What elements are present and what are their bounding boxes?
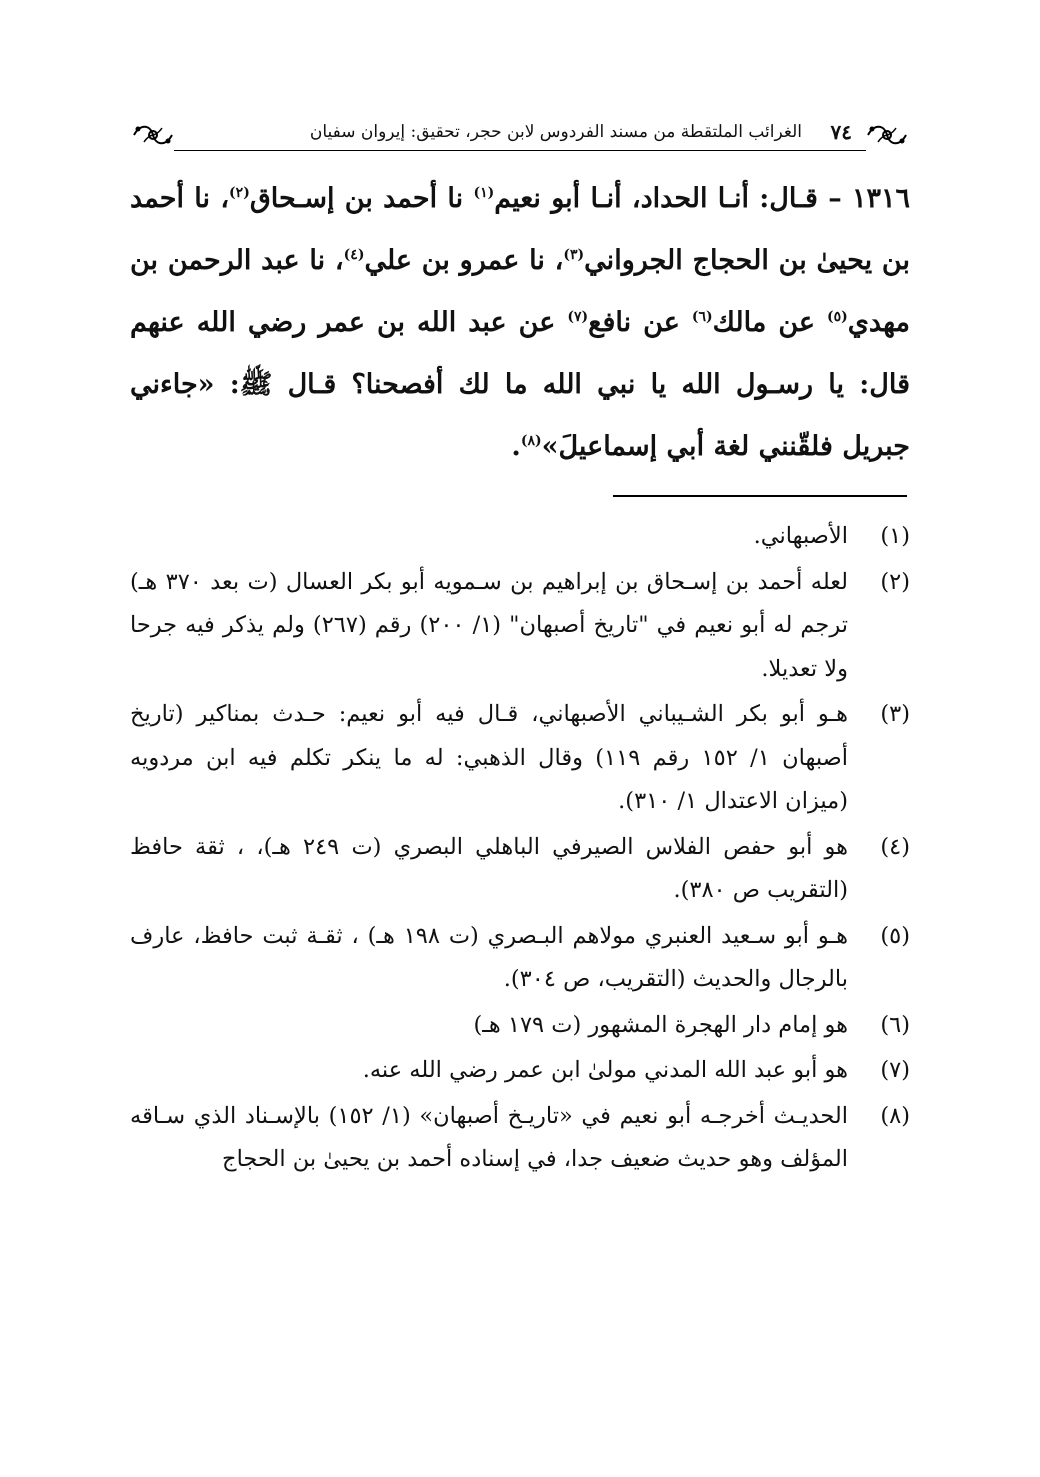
text-segment: ، نا عمرو بن علي — [364, 245, 564, 276]
text-segment: ، نا أحمد بن يحيىٰ بن الحجاج الجرواني — [130, 183, 910, 276]
footnote-text: لعله أحمد بن إسـحاق بن إبراهيم بن سـمويه أبو بكر العسال (ت بعد ٣٧٠ هـ) ترجم له أبو نعيم في "تاريخ أصبهان" (١/ ٢٠٠) رقم (٢٦٧) ولم يذكر فيه جرحا ولا تعديلا. — [130, 568, 849, 682]
footnote-ref[interactable]: (٢) — [229, 185, 250, 201]
footnote-number: (٣) — [880, 701, 910, 727]
running-title: الغرائب الملتقطة من مسند الفردوس لابن حجر، تحقيق: إيروان سفيان — [309, 122, 802, 142]
footnote-text: الحديـث أخرجـه أبو نعيم في «تاريـخ أصبهان» (١/ ١٥٢) بالإسـناد الذي سـاقه المؤلف وهو حديث ضعيف جدا، في إسناده أحمد بن يحيىٰ بن الحجاج — [130, 1102, 849, 1172]
footnote-number: (٧) — [880, 1057, 910, 1083]
footnote-ref[interactable]: (١) — [473, 185, 495, 201]
text-segment: نا أحمد بن إسـحاق — [249, 183, 474, 214]
footnote-item — [130, 693, 910, 824]
text-segment: ، نا عبد الرحمن بن مهدي — [130, 245, 910, 338]
footnote-number: (٤) — [880, 833, 910, 860]
footnote-item — [130, 826, 910, 913]
footnote-text: هـو أبو بكر الشـيباني الأصبهاني، قـال فيه أبو نعيم: حـدث بمناكير (تاريخ أصبهان ١/ ١٥٢ رقم ١١٩) وقال الذهبي: له ما ينكر تكلم فيه ابن مردويه (ميزان الاعتدال ١/ ٣١٠). — [130, 701, 848, 814]
footnote-ref[interactable]: (٦) — [691, 309, 713, 325]
footnote-ref[interactable]: (٥) — [827, 309, 848, 325]
footnote-number: (٢) — [880, 568, 910, 595]
floral-ornament-icon — [130, 120, 176, 150]
footnote-ref[interactable]: (٧) — [567, 309, 589, 325]
footnote-number: (٦) — [880, 1011, 910, 1038]
text-segment: عن مالك — [712, 307, 827, 338]
footnote-item — [130, 561, 910, 692]
hadith-paragraph — [130, 168, 910, 478]
footnote-ref[interactable]: (٤) — [343, 247, 365, 263]
footnote-text: هـو أبو سـعيد العنبري مولاهم البـصري (ت ١٩٨ هـ) ، ثقـة ثبت حافظ، عارف بالرجال والحديث (التقريب، ص ٣٠٤). — [130, 922, 848, 992]
text-segment: عن عبد الله بن عمر رضي الله عنهم قال: يا رسـول الله يا نبي الله ما لك أفصحنا؟ قـال ﷺ: — [130, 307, 910, 400]
footnote-item — [130, 1095, 910, 1182]
footnote-text: هو أبو عبد الله المدني مولىٰ ابن عمر رضي الله عنه. — [362, 1057, 848, 1083]
footnote-item — [130, 1049, 910, 1093]
text-segment: ١٣١٦ – قـال: أنـا الحداد، أنـا أبو نعيم — [494, 183, 911, 214]
footnote-number: (٨) — [880, 1102, 910, 1129]
footnote-text: الأصبهاني. — [753, 523, 848, 549]
footnote-ref[interactable]: (٣) — [563, 247, 585, 263]
footnote-text: هو إمام دار الهجرة المشهور (ت ١٧٩ هـ) — [473, 1011, 848, 1038]
footnote-number: (١) — [880, 523, 910, 549]
running-header — [130, 118, 910, 152]
footnote-text: هو أبو حفص الفلاس الصيرفي الباهلي البصري (ت ٢٤٩ هـ)، ، ثقة حافظ (التقريب ص ٣٨٠). — [130, 833, 849, 903]
footnote-separator — [613, 495, 907, 497]
hadith-text — [130, 168, 910, 478]
header-rule — [174, 150, 866, 151]
prophetic-quote: «جاءني جبريل فلقّنني لغة أبي إسماعيلَ» — [130, 369, 910, 462]
footnote-ref[interactable]: (٨) — [520, 433, 542, 449]
footnote-number: (٥) — [880, 922, 910, 949]
floral-ornament-icon — [864, 120, 910, 150]
footnote-item — [130, 515, 910, 559]
footnotes — [130, 515, 910, 1184]
footnote-item — [130, 915, 910, 1002]
text-segment: عن نافع — [588, 307, 692, 338]
text-segment: . — [511, 431, 521, 462]
page-number: ٧٤ — [830, 120, 852, 144]
footnote-item — [130, 1004, 910, 1048]
